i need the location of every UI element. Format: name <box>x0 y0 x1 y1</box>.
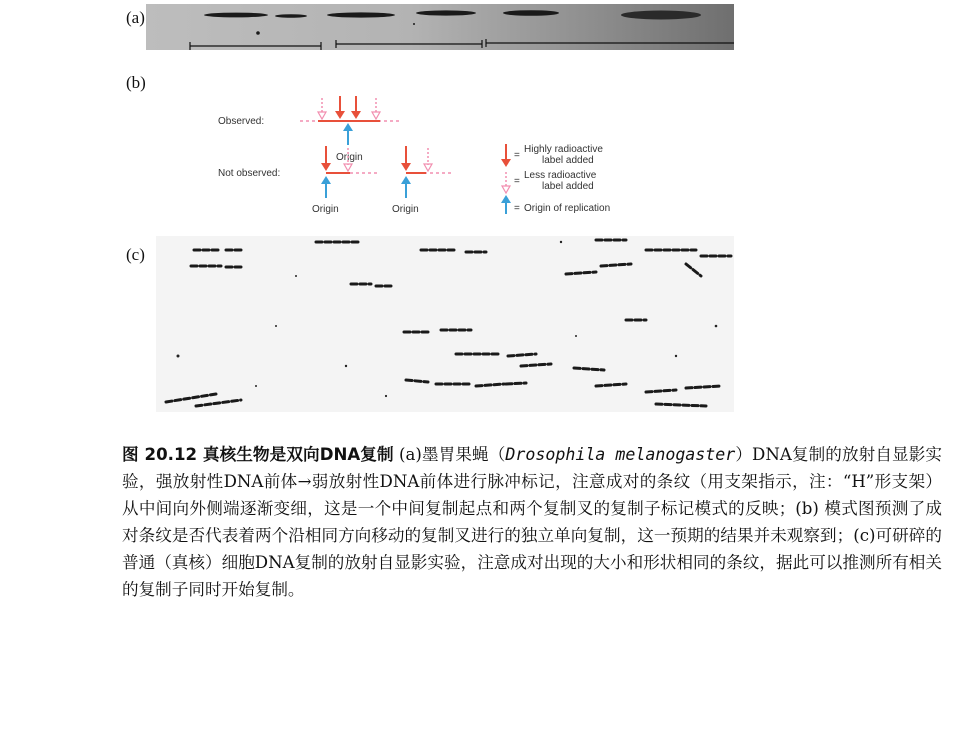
not-observed-figure-2 <box>401 146 452 198</box>
figure-label: 图 20.12 真核生物是双向DNA复制 <box>122 445 394 464</box>
observed-figure <box>300 96 400 145</box>
origin-label-observed: Origin <box>336 152 363 163</box>
legend-less-1: Less radioactive <box>524 170 597 181</box>
observed-label: Observed: <box>218 116 265 127</box>
caption-part2: ）DNA复制的放射自显影实验，强放射性DNA前体→弱放射性DNA前体进行脉冲标记，注意成对的条纹（用支架指示，注：“H”形支架）从中间向外侧端逐渐变细，这是一个中间复制起点和两个复制叉的复制子标记模式的反映；(b) 模式图预测了成对条纹是否代表着两个沿相同方向移动的复制叉进行的独立单向复制，这一预期的结果并未观察到；(c)可研碎的普通（真核）细胞DNA复制的放射自显影实验，注意成对出现的大小和形状相同的条纹，据此可以推测所有相关的复制子同时开始复制。 <box>122 445 943 599</box>
not-observed-label: Not observed: <box>218 168 281 179</box>
origin-label-notobs-2: Origin <box>392 204 419 215</box>
less-radioactive-arrow-icon <box>502 186 510 193</box>
legend-eq-2: = <box>514 176 520 187</box>
origin-arrow-icon <box>501 195 511 203</box>
caption-part1: (a)墨胃果蝇（ <box>393 445 506 464</box>
autoradiograph-a <box>146 4 734 50</box>
legend-high-1: Highly radioactive <box>524 144 603 155</box>
legend-less-2: label added <box>542 181 594 192</box>
legend-eq-3: = <box>514 203 520 214</box>
figure-caption <box>122 441 942 603</box>
highly-radioactive-arrow-icon <box>501 159 511 167</box>
species-name: Drosophila melanogaster <box>505 445 736 464</box>
panel-a-label: (a) <box>126 8 145 27</box>
origin-label-notobs-1: Origin <box>312 204 339 215</box>
panel-b-label: (b) <box>126 73 146 92</box>
legend-high-2: label added <box>542 155 594 166</box>
panel-c-label: (c) <box>126 245 145 264</box>
legend-origin: Origin of replication <box>524 203 611 214</box>
legend <box>501 144 610 214</box>
diagram-panel-b <box>190 88 660 228</box>
legend-eq-1: = <box>514 150 520 161</box>
autoradiograph-c <box>156 236 734 412</box>
